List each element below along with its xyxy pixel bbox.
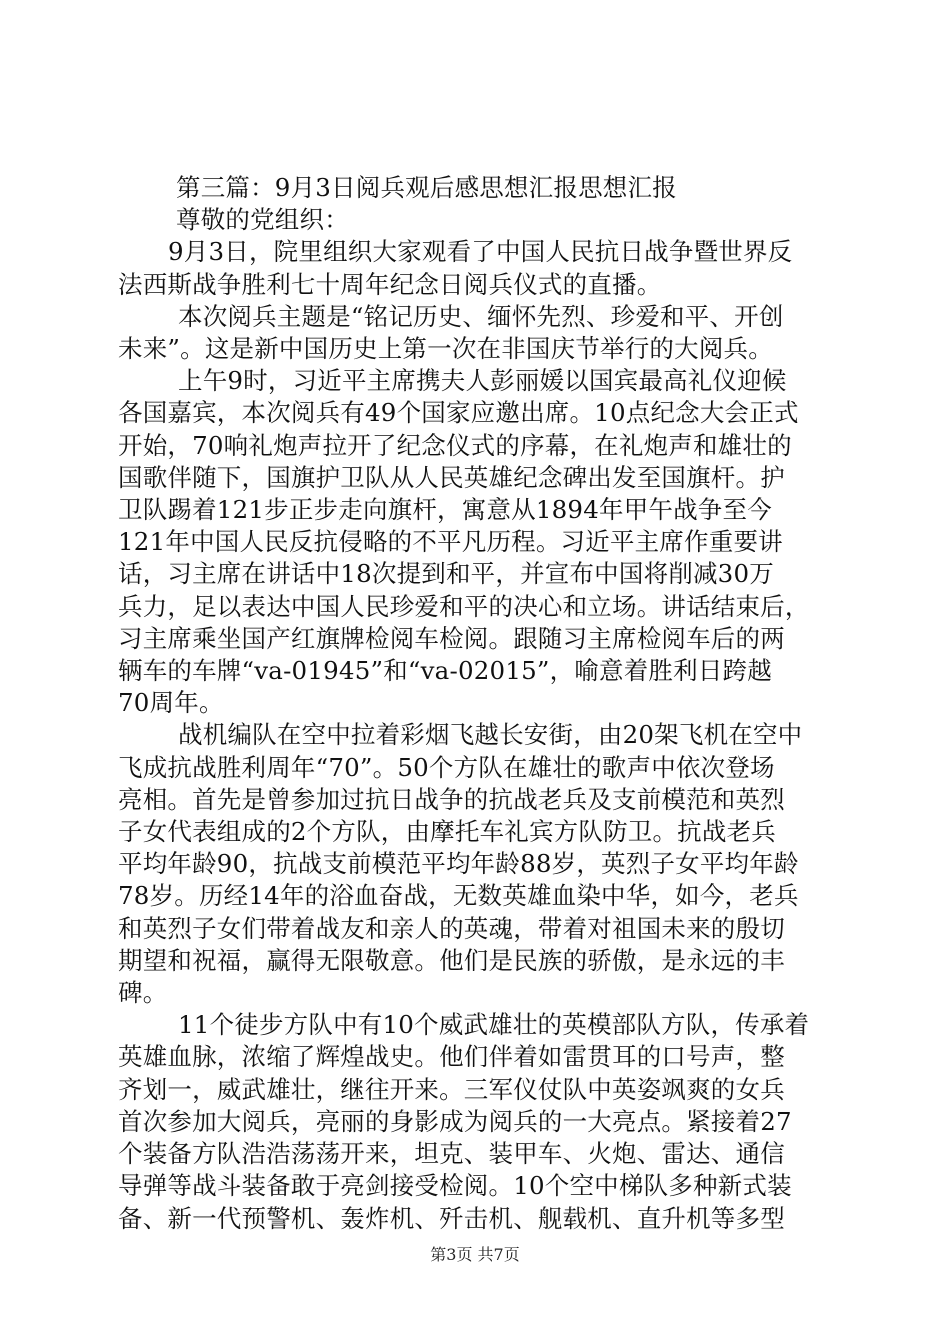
paragraph-line: 国歌伴随下，国旗护卫队从人民英雄纪念碑出发至国旗杆。护 — [118, 462, 785, 492]
paragraph — [118, 236, 834, 300]
paragraph-line: 碑。 — [118, 978, 168, 1008]
paragraph-line: 121年中国人民反抗侵略的不平凡历程。习近平主席作重要讲 — [118, 527, 783, 557]
paragraph-line: 个装备方队浩浩荡荡开来，坦克、装甲车、火炮、雷达、通信 — [118, 1139, 785, 1169]
paragraph-line: 期望和祝福，赢得无限敬意。他们是民族的骄傲，是永远的丰 — [118, 945, 785, 975]
paragraph — [118, 719, 834, 1009]
paragraph-line: 英雄血脉，浓缩了辉煌战史。他们伴着如雷贯耳的口号声，整 — [118, 1042, 785, 1072]
paragraph-line: 话，习主席在讲话中18次提到和平，并宣布中国将削减30万 — [118, 559, 774, 589]
paragraph — [118, 301, 834, 365]
paragraph-line: 开始，70响礼炮声拉开了纪念仪式的序幕，在礼炮声和雄壮的 — [118, 430, 792, 460]
paragraph-line: 辆车的车牌“va-01945”和“va-02015”，喻意着胜利日跨越 — [118, 656, 772, 686]
paragraph-line: 兵力，足以表达中国人民珍爱和平的决心和立场。讲话结束后， — [118, 591, 810, 621]
paragraph-line: 本次阅兵主题是“铭记历史、缅怀先烈、珍爱和平、开创 — [178, 301, 784, 331]
document-body — [118, 172, 834, 1235]
paragraph-line: 法西斯战争胜利七十周年纪念日阅兵仪式的直播。 — [118, 269, 662, 299]
paragraph-line: 70周年。 — [118, 688, 224, 718]
paragraph — [118, 365, 834, 719]
paragraph-line: 战机编队在空中拉着彩烟飞越长安街，由20架飞机在空中 — [178, 720, 803, 750]
paragraph-line: 卫队踢着121步正步走向旗杆，寓意从1894年甲午战争至今 — [118, 495, 772, 525]
paragraph-line: 和英烈子女们带着战友和亲人的英魂，带着对祖国未来的殷切 — [118, 913, 785, 943]
paragraph-line: 导弹等战斗装备敢于亮剑接受检阅。10个空中梯队多种新式装 — [118, 1171, 792, 1201]
paragraph-line: 各国嘉宾，本次阅兵有49个国家应邀出席。10点纪念大会正式 — [118, 398, 799, 428]
salutation: 尊敬的党组织： — [176, 205, 349, 235]
paragraph-line: 子女代表组成的2个方队，由摩托车礼宾方队防卫。抗战老兵 — [118, 817, 776, 847]
paragraph-line: 备、新一代预警机、轰炸机、歼击机、舰载机、直升机等多型 — [118, 1203, 785, 1233]
paragraph-line: 平均年龄90，抗战支前模范平均年龄88岁，英烈子女平均年龄 — [118, 849, 799, 879]
paragraph-line: 飞成抗战胜利周年“70”。50个方队在雄壮的歌声中依次登场 — [118, 752, 775, 782]
paragraph-line: 11个徒步方队中有10个威武雄壮的英模部队方队，传承着 — [178, 1010, 810, 1040]
paragraph-line: 上午9时，习近平主席携夫人彭丽媛以国宾最高礼仪迎候 — [178, 366, 787, 396]
paragraph-line: 9月3日，院里组织大家观看了中国人民抗日战争暨世界反 — [168, 237, 793, 267]
paragraph-line: 齐划一，威武雄壮，继往开来。三军仪仗队中英姿飒爽的女兵 — [118, 1074, 785, 1104]
paragraph-line: 78岁。历经14年的浴血奋战，无数英雄血染中华，如今，老兵 — [118, 881, 799, 911]
page-indicator: 第3页 共7页 — [430, 1245, 520, 1264]
paragraph-line: 首次参加大阅兵，亮丽的身影成为阅兵的一大亮点。紧接着27 — [118, 1106, 792, 1136]
document-title: 第三篇：9月3日阅兵观后感思想汇报思想汇报 — [176, 173, 677, 202]
paragraph-line: 未来”。这是新中国历史上第一次在非国庆节举行的大阅兵。 — [118, 334, 773, 364]
paragraph-line: 亮相。首先是曾参加过抗日战争的抗战老兵及支前模范和英烈 — [118, 784, 785, 814]
paragraph-line: 习主席乘坐国产红旗牌检阅车检阅。跟随习主席检阅车后的两 — [118, 623, 785, 653]
page-footer — [0, 1245, 950, 1265]
paragraph — [118, 1009, 834, 1234]
